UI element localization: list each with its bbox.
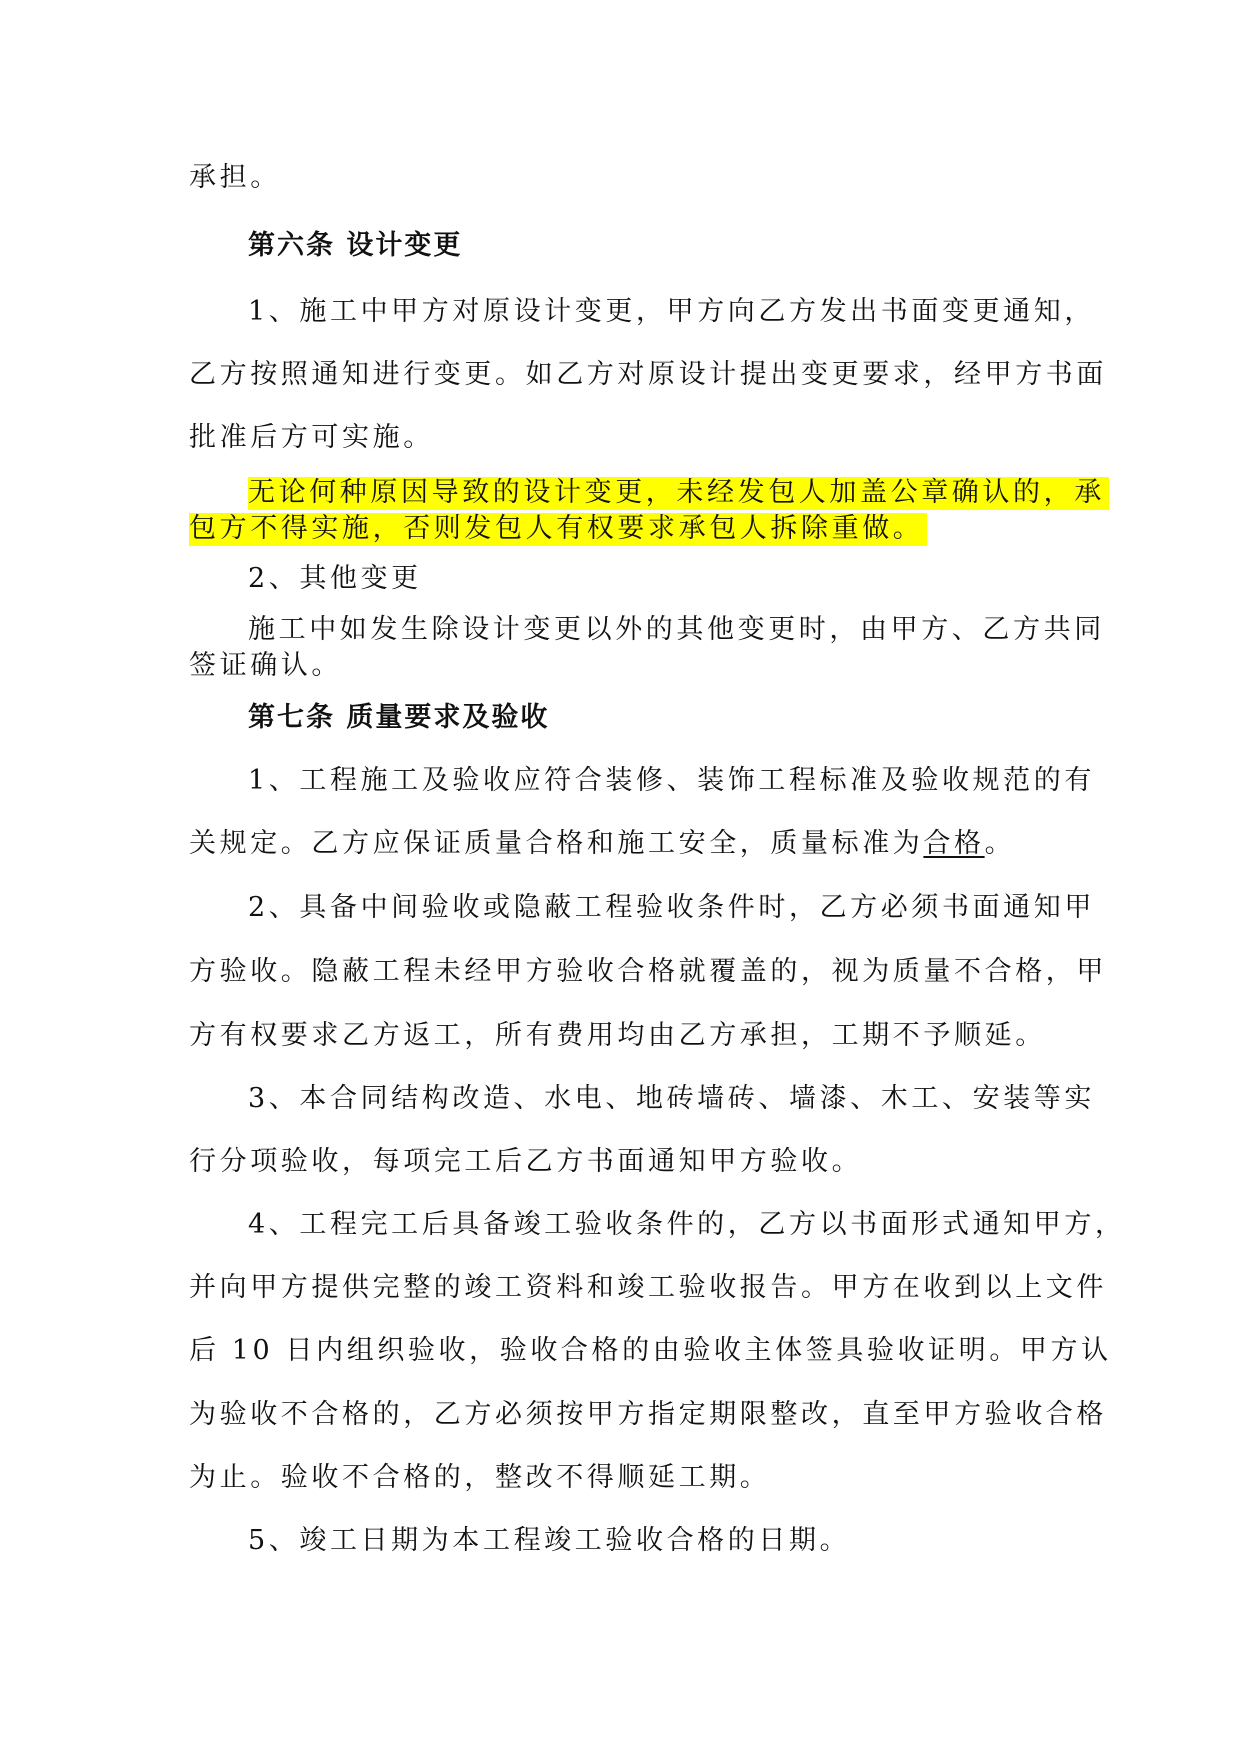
highlight-span-2: 包方不得实施，否则发包人有权要求承包人拆除重做。	[189, 513, 927, 546]
clause-7-2-line-2: 方验收。隐蔽工程未经甲方验收合格就覆盖的，视为质量不合格，甲	[189, 956, 1107, 987]
highlighted-note-line-2	[189, 511, 927, 547]
article-6-heading: 第六条 设计变更	[248, 230, 463, 261]
clause-7-4-line-5: 为止。验收不合格的，整改不得顺延工期。	[189, 1462, 771, 1493]
clause-7-1-line-2	[189, 826, 1015, 862]
article-7-heading: 第七条 质量要求及验收	[248, 702, 550, 733]
clause-6-1-line-3: 批准后方可实施。	[189, 422, 434, 453]
clause-7-5-line-1: 5、竣工日期为本工程竣工验收合格的日期。	[248, 1525, 851, 1556]
clause-7-4-line-3: 后 10 日内组织验收，验收合格的由验收主体签具验收证明。甲方认	[189, 1335, 1112, 1366]
clause-6-1-line-2: 乙方按照通知进行变更。如乙方对原设计提出变更要求，经甲方书面	[189, 359, 1107, 390]
clause-7-1-text: 关规定。乙方应保证质量合格和施工安全，质量标准为	[189, 828, 924, 859]
clause-7-1-line-1: 1、工程施工及验收应符合装修、装饰工程标准及验收规范的有	[248, 765, 1095, 796]
clause-7-4-line-4: 为验收不合格的，乙方必须按甲方指定期限整改，直至甲方验收合格	[189, 1399, 1107, 1430]
clause-7-3-line-2: 行分项验收，每项完工后乙方书面通知甲方验收。	[189, 1146, 863, 1177]
clause-7-2-line-1: 2、具备中间验收或隐蔽工程验收条件时，乙方必须书面通知甲	[248, 892, 1095, 923]
clause-7-4-line-1: 4、工程完工后具备竣工验收条件的，乙方以书面形式通知甲方，	[248, 1209, 1126, 1240]
clause-6-2-line-2: 签证确认。	[189, 650, 342, 681]
clause-7-1-end: 。	[984, 828, 1016, 859]
clause-7-4-line-2: 并向甲方提供完整的竣工资料和竣工验收报告。甲方在收到以上文件	[189, 1272, 1107, 1303]
clause-6-1-line-1: 1、施工中甲方对原设计变更，甲方向乙方发出书面变更通知，	[248, 296, 1095, 327]
highlighted-note-line-1	[248, 475, 1109, 511]
clause-7-2-line-3: 方有权要求乙方返工，所有费用均由乙方承担，工期不予顺延。	[189, 1020, 1046, 1051]
clause-6-2-line-1: 施工中如发生除设计变更以外的其他变更时，由甲方、乙方共同	[248, 614, 1105, 645]
clause-7-3-line-1: 3、本合同结构改造、水电、地砖墙砖、墙漆、木工、安装等实	[248, 1083, 1095, 1114]
highlight-span-1: 无论何种原因导致的设计变更，未经发包人加盖公章确认的，承	[248, 477, 1109, 510]
quality-standard-value: 合格	[923, 828, 985, 859]
continuation-text: 承担。	[189, 162, 281, 193]
clause-6-2-title: 2、其他变更	[248, 563, 422, 594]
